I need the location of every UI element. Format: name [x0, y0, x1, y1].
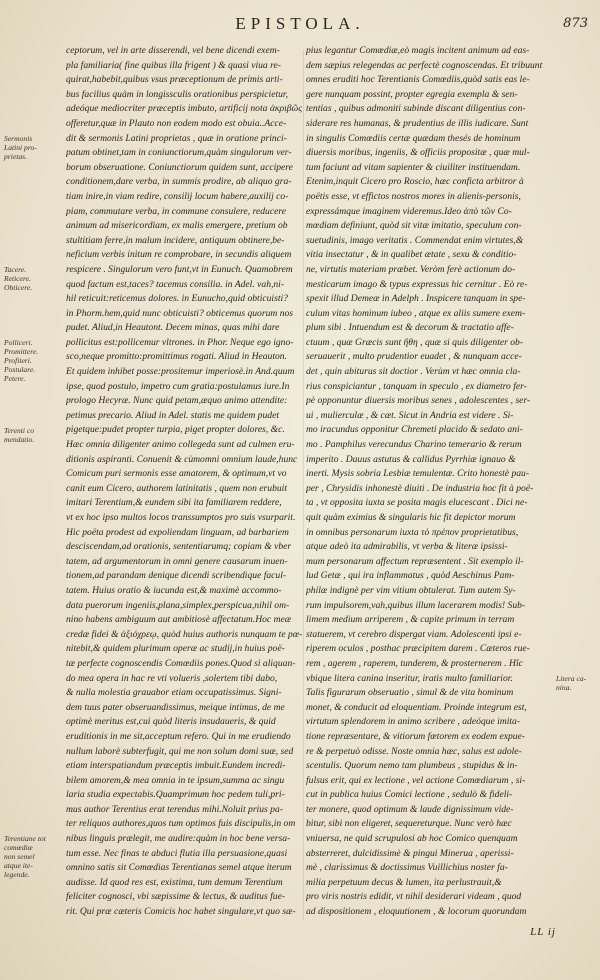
text-line: mè , clarissimus & doctissimus Vuillichius noster fa-	[306, 862, 508, 874]
text-line: laria studia expectabis.Quamprimum hoc pedem tuli,pri-	[66, 789, 285, 801]
text-line: imitari Terentium,& eundem sibi ita familiarem reddere,	[66, 497, 282, 509]
text-line: dem tuus pater obseruandissimus, meique intimus, de me	[66, 701, 285, 713]
text-line: conditionem,dare verba, in summis prodire, ab aliquo gra-	[66, 176, 292, 188]
text-line: do mea opera in hac re vti volueris ,solertem tibi dabo,	[66, 672, 278, 684]
text-line: in singulis Comœdiis certæ quædam thesés de hominum	[306, 132, 521, 144]
text-line: re & perpetuò odisse. Noste omnia hæc, salus est adole-	[306, 745, 522, 757]
running-head	[0, 14, 600, 36]
text-line: nibus linguis prælegit, me audire:quàm in hoc bene versa-	[66, 833, 291, 845]
text-line: in omnibus personarum iuxta τὸ πρέπον proprietatibus,	[306, 526, 519, 538]
text-line: credæ fidei & ἀξιόχρεῳ, quòd huius authoris nunquam te pœ-	[66, 628, 302, 640]
text-line: mo iracundus opponitur Chremeti placido & sedato ani-	[306, 424, 523, 436]
text-line: mus author Terentius erat terendus mihi.Noluit prius pa-	[66, 803, 283, 815]
text-line: culum vitas hominum iubeo , atque ex aliis sumere exem-	[306, 307, 526, 319]
text-line: diuersis moribus, ingeniis, & officiis propositæ , quæ mul-	[306, 147, 530, 159]
text-line: ad dispositionem , eloquutionem , & locorum quorundam	[306, 906, 527, 918]
text-line: Etenim,inquit Cicero pro Roscio, hæc conficta arbitror à	[306, 176, 524, 188]
text-line: pius legantur Comœdiæ,eò magis incitent animum ad eas-	[306, 45, 530, 56]
text-line: ditionis aspiranti. Conuenit & cùmomni omnium laude,hunc	[66, 453, 298, 465]
text-line: eruditionis in me sit,acceptum refero. Qui in me erudiendo	[66, 730, 291, 742]
text-line: plum sibi . Intuendum est & decorum & tractatio affe-	[306, 322, 514, 334]
text-line: pigetque:pudet propter turpia, piget propter dolores, &c.	[66, 424, 285, 436]
text-line: neficium verbis initum re comprobare, in secundis aliquem	[66, 249, 292, 261]
text-line: vniuersa, ne quid scrupulosi ab hoc Comico quenquam	[306, 833, 518, 845]
text-line: bus facilius quàm in longissculis orationibus perspicietur,	[66, 88, 288, 100]
text-line: ui , mulierculæ , & cæt. Sicut in Andria est videre . Si-	[306, 409, 514, 421]
text-line: atque adeò ita admirabilis, vt verba & literæ ipsissi-	[306, 541, 508, 553]
text-line: & nulla molestia grauabor etiam occupatissimus. Signi-	[66, 687, 282, 699]
text-line: vitia insectatur , & in qualibet ætate , sexu & conditio-	[306, 249, 517, 261]
margin-note: Tacere. Reticere. Obticere.	[4, 265, 33, 292]
text-line: nino habens ambiguum aut ambitiosè affectatum.Hoc meæ	[66, 614, 292, 626]
text-line: vt ex hoc ipso multos locos transsumptos pro suis vsurparit.	[66, 512, 296, 523]
text-line: omnino satis sit Comœdias Terentianas semel atque iterum	[66, 862, 292, 874]
text-line: tatem, ad argumentorum in omni genere causarum inuen-	[66, 555, 288, 567]
text-line: rem , agerem , raperem, tunderem, & prosternerem . Hîc	[306, 657, 523, 669]
text-line: det , quin abiturus sit doctior . Verùm vt hæc omnia cla-	[306, 366, 521, 378]
text-line: philæ indignè per vim vitium obtulerat. Tum autem Sy-	[306, 584, 516, 596]
column-divider	[303, 50, 304, 920]
text-line: pè opponuntur diuersis moribus senes , adolescentes , ser-	[306, 395, 531, 407]
text-line: Et quidem inhibet posse:prositemur imperiosè.in And.quum	[66, 366, 295, 378]
text-line: Hæc omnia diligenter animo collegeda sunt ad culmen eru-	[66, 439, 295, 451]
text-line: absterreret, dulcidissimè & pingui Minerua , aperissi-	[306, 847, 514, 859]
text-line: mesticarum imago & typus expressus hic cernitur . Eò re-	[306, 278, 528, 290]
text-line: tæ perfecte cognoscendis Comœdiis pones.Quod si aliquan-	[66, 657, 296, 669]
text-line: nitebit,& quidem plurimum operæ ac studij,in huius poë-	[66, 643, 285, 655]
text-line: borum obseruatione. Coniunctiorum quidem sunt, accipere	[66, 161, 293, 173]
text-line: respicere . Singulorum vero funt,vt in Eunuch. Quamobrem	[66, 263, 293, 275]
text-line: tum faciunt ad vitam sapienter & ciuiliter instituendam.	[306, 161, 521, 173]
margin-note: Terenti co mendatio.	[4, 425, 35, 444]
text-line: spexit illud Demeæ in Adelph . Inspicere tanquam in spe-	[306, 293, 526, 305]
text-line: ceptorum, vel in arte disserendi, vel bene dicendi exem-	[66, 45, 280, 56]
text-line: poëtis esse, vt effictos nostros mores in alienis-personis,	[306, 190, 521, 202]
text-line: ta , vt opposita iuxta se posita magis elucescant . Dici ne-	[306, 497, 528, 509]
text-line: expressámque imaginem videremus.Ideo ἀπὸ τῶν Co-	[306, 205, 512, 217]
text-line: Hic poëta prodest ad expoliendam linguam, ad barbariem	[66, 526, 289, 538]
page-title: EPISTOLA.	[235, 14, 365, 33]
text-line: ctuum , quæ Græcis sunt ἤθη , quæ si quis diligenter ob-	[306, 336, 524, 348]
text-line: petimus precario. Aliud in Adel. statis me quidem pudet	[66, 409, 279, 421]
text-line: etiam interspatiandum præceptis imbuit.Eundem incredi-	[66, 760, 286, 772]
text-line: siderare res humanas, & prudentius de illis iudicare. Sunt	[306, 117, 529, 129]
text-line: Comicum puri sermonis esse amatorem, & optimum,vt vo	[66, 468, 287, 480]
text-line: nullum laborè subterfugit, qui me non solum domi suæ, sed	[66, 745, 294, 757]
text-line: piam, commutare verba, in commune consulere, reducere	[66, 205, 286, 217]
text-line: mœdiam definiunt, quòd sit vitæ imitatio, speculum con-	[306, 220, 522, 232]
text-line: adeóque mediocriter præceptis imbuto, artificij nota ἀκριβῶς	[66, 103, 302, 115]
margin-note: Polliceri. Promittere. Profiteri. Postulare. Petere.	[4, 338, 39, 383]
text-line: lud Getæ , qui ira inflammatus , quòd Aeschinus Pam-	[306, 570, 515, 582]
folio-number: 873	[563, 16, 588, 31]
text-line: pro viris nostris edidit, vt nihil desiderari videam , quod	[306, 891, 522, 903]
text-line: in Phorm.hem,quid nunc obticuisti? obticemus quorum nos	[66, 307, 294, 319]
text-line: vbique litera canina inseritur, iratis multo familiarior.	[306, 672, 513, 684]
text-line: fulsus erit, qui ex lectione , vel actione Comœdiarum , si-	[306, 774, 526, 786]
text-line: imperito . Dauus astutus & callidus Pyrrhiæ ignauo &	[306, 453, 516, 465]
text-line: omnes eruditi hoc Terentianis Comœdiis,quòd satis eas le-	[306, 74, 530, 86]
text-line: suetudinis, imago veritatis . Commendat enim virtutes,&	[306, 234, 524, 246]
text-line: rit. Qui præ cæteris Comicis hoc habet singulare,vt quo sæ-	[66, 906, 296, 918]
text-line: pollicitus est:pollicemur vltrones. in Phor. Neque ego igno-	[66, 336, 294, 348]
margin-note: Terentiane tot comœdiæ non semel atque ite- legende.	[4, 834, 46, 880]
text-line: tiam inire,in viam redire, consilij locum habere,auxilij co-	[66, 190, 289, 202]
text-line: tione repræsentare, & vitiorum fœtorem ex eodem expue-	[306, 730, 526, 742]
text-line: rum impulsorem,vah,quibus illum lacerarem modis! Sub-	[306, 599, 526, 611]
text-line: stultitiam ferre,in malum incidere, antiquum obtinere,be-	[66, 234, 285, 246]
signature-mark: LL ij	[530, 926, 556, 938]
text-line: riperem oculos , posthac præcipitem darem . Cæteros rue-	[306, 643, 530, 655]
text-line: Talis figurarum obseruatio , simul & de vita hominum	[306, 687, 514, 699]
text-line: prologo Hecyræ. Nunc quid petam,æquo animo attendite:	[66, 395, 288, 407]
text-line: ipse, quod postulo, impetro cum gratia:postulamus iure.In	[66, 380, 290, 392]
left-text-column	[66, 44, 302, 920]
text-line: rius conspiciantur , tanquam in speculo , ex diametro fer-	[306, 380, 527, 392]
text-line: scentulis. Quorum nemo tam plumbeus , stupidus & in-	[306, 760, 518, 772]
text-line: dit & sermonis Latini proprietas , quæ in oratione princi-	[66, 132, 287, 144]
text-line: cut in publica huius Comici lectione , sedulò & fideli-	[306, 789, 513, 801]
text-line: desciscendam,ad orationis, sententiarumq; copiam & vber	[66, 541, 292, 553]
text-line: feliciter cognosci, vbi sæpissime & lectus, & auditus fue-	[66, 891, 286, 903]
text-line: gere nunquam possint, propter egregia exempla & sen-	[306, 88, 518, 100]
text-line: patum obtinet,tam in coniunctiorum,quàm singulorum ver-	[66, 147, 292, 159]
text-line: seruauerit , multo prudentior euadet , & nunquam acce-	[306, 351, 522, 363]
text-line: milia perpetuum decus & lumen, ita perlustrauit,&	[306, 876, 502, 888]
text-line: tionem,ad parandam denique dicendi scribendique facul-	[66, 570, 287, 582]
text-line: hil reticuit:reticemus dolores. in Eunucho,quid obticuisti?	[66, 293, 288, 305]
text-line: per , Chrysidis inhonestè diuiti . De industria hoc fit à poë-	[306, 482, 534, 494]
text-line: inerti. Mysis sobria Lesbiæ temulentæ. Crito honestè pau-	[306, 468, 530, 480]
text-line: mum personarum affectum repræsentent . Sit exemplo il-	[306, 555, 524, 567]
text-line: pla familiaria( fine quibus illa frigent ) & quasi viua re-	[66, 59, 281, 71]
text-line: ter reliquos authores,quos tum optimos fuis discipulis,in om	[66, 818, 296, 830]
text-line: tentias , quibus admoniti subinde discant diligentius con-	[306, 103, 526, 115]
text-line: statuerem, vt cerebro dispergat viam. Adolescenti ipsi e-	[306, 628, 522, 640]
text-line: canit eum Cicero, authorem latinitatis , quem non erubuit	[66, 482, 287, 494]
text-line: offeretur,quæ in Plauto non eodem modo est obuia..Acce-	[66, 117, 287, 129]
right-text-column	[306, 44, 552, 920]
text-line: bitur, sibi non eligeret, sequereturque. Nunc verò hæc	[306, 818, 512, 830]
text-line: mo . Pamphilus verecundus Charino temerario & rerum	[306, 439, 522, 451]
text-line: virtutum splendorem in animo scribere , adeóque imita-	[306, 716, 521, 728]
margin-note: Litera ca- nina.	[556, 673, 587, 692]
text-line: quit quàm eximius & singularis hic fit depictor morum	[306, 512, 516, 523]
margin-note: Sermonis Latini pro- prietas.	[4, 133, 37, 161]
text-line: sco,neque promitto:promittimus rogati. Aliud in Heauton.	[66, 351, 288, 363]
text-line: quod factum est,taces? tacemus consilia. in Adel. vah,ni-	[66, 278, 285, 290]
text-line: ter monere, quod optimum & laude dignissimum vide-	[306, 803, 514, 815]
text-line: pudet. Aliud,in Heautont. Decem minas, quas mihi dare	[66, 322, 280, 334]
text-line: optimè meritus est,cui quòd literis insudaueris, & quid	[66, 716, 276, 728]
text-line: quirat,habebit,quibus vsus præceptionum de primis arti-	[66, 74, 283, 86]
text-line: limem medium arriperem , & capite primum in terram	[306, 614, 515, 626]
text-line: monet, & conducit ad eloquentiam. Proinde integrum est,	[306, 701, 527, 713]
text-line: tatem. Huius oratio & iucunda est,& maximè accommo-	[66, 584, 282, 596]
text-line: animum ad misericordiam, ex malis emergere, pretium ob	[66, 220, 288, 232]
text-line: ne, virtutis materiam præbet. Veròm ferè actionum do-	[306, 263, 516, 275]
text-line: tum esse. Nec finas te abduci flutia illa persuasione,quasi	[66, 847, 288, 859]
text-line: audisse. Id quod res est, existima, tum demum Terentium	[66, 876, 283, 888]
text-line: dem sæpius relegendas ac perfectè cognoscendas. Et tribuunt	[306, 59, 543, 71]
text-line: bilem amorem,& mea omnia in te ipsum,summa ac singu	[66, 774, 285, 786]
text-line: data puerorum ingeniis,plana,simplex,perspicua,nihil om-	[66, 599, 290, 611]
